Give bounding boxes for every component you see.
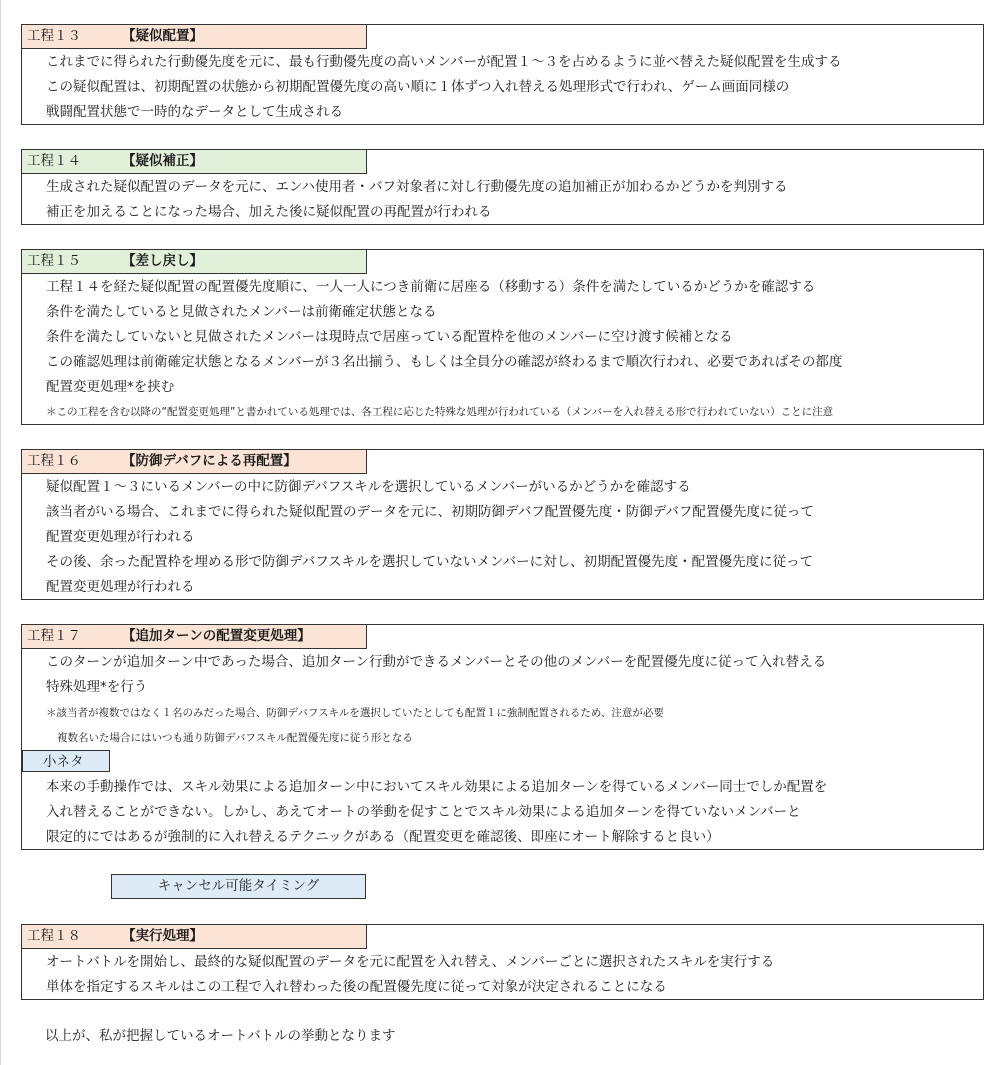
tip-line-1: 本来の手動操作では、スキル効果による追加ターン中においてスキル効果による追加ターンを得ているメンバー同士でしか配置を [46, 779, 828, 795]
section-16-title: 【防御デバフによる再配置】 [122, 453, 297, 469]
section-18-line-2: 単体を指定するスキルはこの工程で入れ替わった後の配置優先度に従って対象が決定されることになる [46, 979, 667, 995]
section-18 [21, 924, 984, 1000]
section-15-line-3: 条件を満たしていないと見做されたメンバーは現時点で居座っている配置枠を他のメンバーに空け渡す候補となる [46, 329, 733, 345]
section-18-body [21, 924, 984, 1000]
section-14-line-2: 補正を加えることになった場合、加えた後に疑似配置の再配置が行われる [46, 204, 492, 220]
section-15-line-5: 配置変更処理*を挟む [46, 379, 175, 395]
section-13-line-3: 戦闘配置状態で一時的なデータとして生成される [46, 104, 343, 120]
section-16-number: 工程１６ [27, 453, 81, 469]
section-16 [21, 449, 984, 600]
section-14-body [21, 149, 984, 225]
section-14-title: 【疑似補正】 [122, 153, 203, 169]
section-15-title: 【差し戻し】 [122, 253, 203, 269]
section-15-number: 工程１５ [27, 253, 81, 269]
section-17-line-1: このターンが追加ターン中であった場合、追加ターン行動ができるメンバーとその他のメンバーを配置優先度に従って入れ替える [46, 654, 827, 670]
section-13-line-1: これまでに得られた行動優先度を元に、最も行動優先度の高いメンバーが配置１～３を占めるように並べ替えた疑似配置を生成する [46, 54, 842, 70]
section-18-line-1: オートバトルを開始し、最終的な疑似配置のデータを元に配置を入れ替え、メンバーごとに選択されたスキルを実行する [46, 954, 775, 970]
section-13-title: 【疑似配置】 [122, 28, 203, 44]
section-15-line-1: 工程１４を経た疑似配置の配置優先度順に、一人一人につき前衛に居座る（移動する）条件を満たしているかどうかを確認する [46, 279, 816, 295]
section-17-note-1: ＊該当者が複数ではなく１名のみだった場合、防御デバフスキルを選択していたとしても配置１に強制配置されるため、注意が必要 [46, 707, 664, 719]
section-15-line-2: 条件を満たしていると見做されたメンバーは前衛確定状態となる [46, 304, 437, 320]
left-border [0, 0, 1, 1065]
section-16-line-3: 配置変更処理が行われる [46, 529, 195, 545]
section-16-line-5: 配置変更処理が行われる [46, 579, 195, 595]
section-13-line-2: この疑似配置は、初期配置の状態から初期配置優先度の高い順に１体ずつ入れ替える処理形式で行われ、ゲーム画面同様の [46, 79, 790, 95]
tip-line-2: 入れ替えることができない。しかし、あえてオートの挙動を促すことでスキル効果による追加ターンを得ていないメンバーと [46, 804, 801, 820]
section-15 [21, 249, 984, 425]
tip-line-3: 限定的にではあるが強制的に入れ替えるテクニックがある（配置変更を確認後、即座にオート解除すると良い） [46, 829, 720, 845]
section-18-title: 【実行処理】 [122, 928, 203, 944]
cancel-timing-label: キャンセル可能タイミング [111, 874, 366, 899]
section-17-line-2: 特殊処理*を行う [46, 679, 148, 695]
tip-label: 小ネタ [22, 750, 110, 772]
section-17-number: 工程１７ [27, 628, 81, 644]
section-16-line-1: 疑似配置１～３にいるメンバーの中に防御デバフスキルを選択しているメンバーがいるかどうかを確認する [46, 479, 691, 495]
section-14-line-1: 生成された疑似配置のデータを元に、エンハ使用者・バフ対象者に対し行動優先度の追加補正が加わるかどうかを判別する [46, 179, 788, 195]
section-17-title: 【追加ターンの配置変更処理】 [122, 628, 311, 644]
section-13 [21, 24, 984, 125]
section-17 [21, 624, 984, 850]
section-15-line-4: この確認処理は前衛確定状態となるメンバーが３名出揃う、もしくは全員分の確認が終わるまで順次行われ、必要であればその都度 [46, 354, 843, 370]
section-17-body [21, 624, 984, 850]
section-13-body [21, 24, 984, 125]
section-16-body [21, 449, 984, 600]
section-14 [21, 149, 984, 225]
section-15-body [21, 249, 984, 425]
section-16-line-4: その後、余った配置枠を埋める形で防御デバフスキルを選択していないメンバーに対し、初期配置優先度・配置優先度に従って [46, 554, 814, 570]
section-16-line-2: 該当者がいる場合、これまでに得られた疑似配置のデータを元に、初期防御デバフ配置優先度・防御デバフ配置優先度に従って [46, 504, 814, 520]
section-14-number: 工程１４ [27, 153, 81, 169]
closing-text: 以上が、私が把握しているオートバトルの挙動となります [45, 1028, 396, 1044]
section-15-note: ＊この工程を含む以降の“配置変更処理”と書かれている処理では、各工程に応じた特殊な処理が行われている（メンバーを入れ替える形で行われていない）ことに注意 [46, 406, 834, 418]
section-18-number: 工程１８ [27, 928, 81, 944]
section-17-note-2: 複数名いた場合にはいつも通り防御デバフスキル配置優先度に従う形となる [57, 732, 413, 744]
section-13-number: 工程１３ [27, 28, 81, 44]
